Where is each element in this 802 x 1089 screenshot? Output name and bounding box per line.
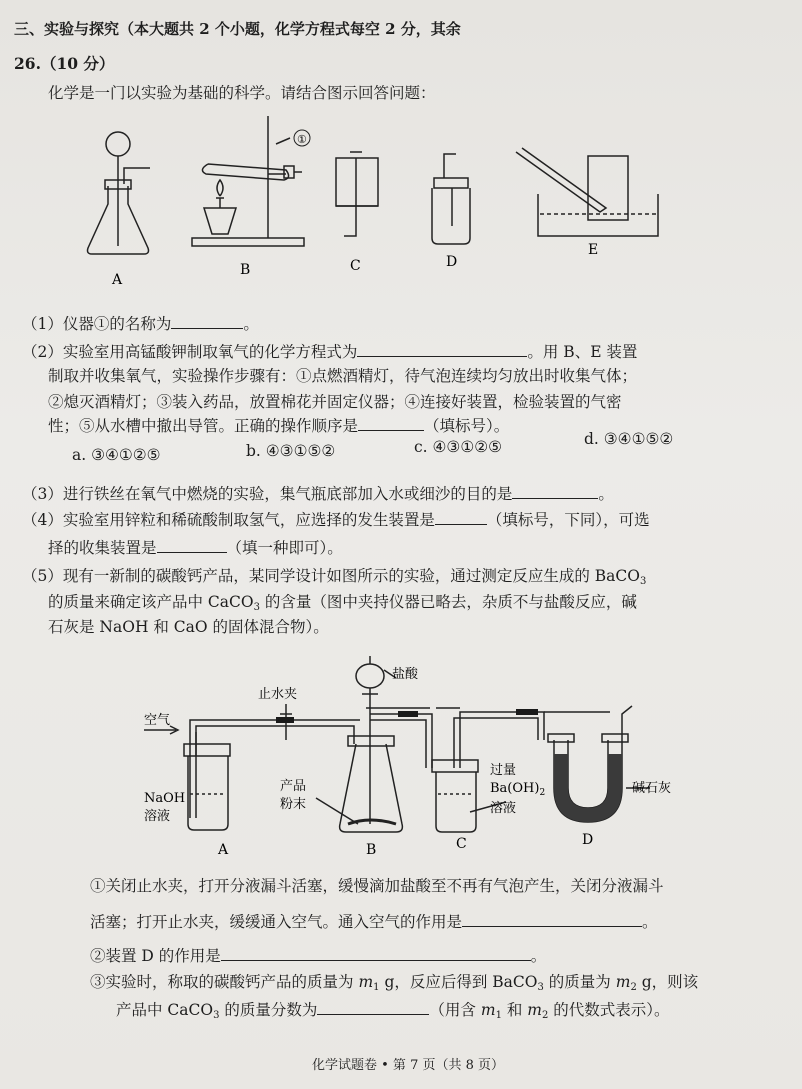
sub-question-1-line-2: 活塞；打开止水夹，缓缓通入空气。通入空气的作用是 。 — [90, 913, 658, 931]
sub-question-3-line-2: 产品中 CaCO$_3$ 的质量分数为 （用含 $m_1$ 和 $m_2$ 的代数式表示）。 — [116, 1001, 670, 1021]
label-a: A — [112, 272, 123, 288]
question-2-line-3: ②熄灭酒精灯；③装入药品，放置棉花并固定仪器；④连接好装置，检验装置的气密 — [48, 393, 622, 411]
option-a: a. ③④①②⑤ — [72, 446, 161, 464]
apparatus-a — [88, 132, 151, 254]
label-baoh-2: $Ba(OH)_2$ — [490, 781, 546, 798]
label-a2: A — [218, 842, 229, 858]
question-5-line-3: 石灰是 NaOH 和 CaO 的固体混合物）。 — [48, 618, 329, 636]
label-b: B — [240, 262, 251, 278]
label-product-2: 粉末 — [280, 797, 307, 812]
label-product-1: 产品 — [280, 779, 307, 794]
bottle-a — [184, 732, 230, 830]
label-e: E — [588, 242, 599, 258]
option-d: d. ③④①⑤② — [584, 430, 674, 448]
question-2-line-1: （2）实验室用高锰酸钾制取氧气的化学方程式为 。用 B、E 装置 — [22, 343, 638, 361]
option-c: c. ④③①②⑤ — [414, 438, 503, 456]
soda-lime-fill — [554, 754, 622, 822]
apparatus-b — [192, 116, 304, 246]
apparatus-figure-1 — [80, 108, 660, 288]
label-c: C — [350, 258, 361, 274]
label-baoh-3: 溶液 — [490, 801, 517, 816]
label-d: D — [446, 254, 458, 270]
apparatus-c — [336, 152, 378, 236]
label-naoh-2: 溶液 — [144, 809, 171, 824]
apparatus-e — [516, 148, 658, 236]
flask-b — [340, 656, 403, 832]
question-2-line-4: 性；⑤从水槽中撤出导管。正确的操作顺序是 （填标号）。 — [48, 417, 510, 435]
label-naoh-1: NaOH — [144, 791, 186, 806]
label-soda-lime: 碱石灰 — [632, 781, 672, 796]
section-title: 三、实验与探究（本大题共 2 个小题，化学方程式每空 2 分，其余 — [14, 20, 461, 38]
label-acid: 盐酸 — [392, 667, 419, 682]
label-b2: B — [366, 842, 377, 858]
page-footer: 化学试题卷 • 第 7 页（共 8 页） — [312, 1058, 505, 1073]
question-3: （3）进行铁丝在氧气中燃烧的实验，集气瓶底部加入水或细沙的目的是 。 — [22, 485, 614, 503]
sub-question-2: ②装置 D 的作用是 。 — [90, 947, 547, 965]
problem-intro: 化学是一门以实验为基础的科学。请结合图示回答问题： — [48, 84, 436, 102]
problem-number: 26.（10 分） — [14, 54, 115, 73]
label-clamp: 止水夹 — [258, 687, 298, 702]
bottle-c — [432, 760, 478, 832]
label-d2: D — [582, 832, 594, 848]
question-4-line-2: 择的收集装置是 （填一种即可）。 — [48, 539, 343, 557]
label-air: 空气 — [144, 713, 171, 728]
sub-question-1-line-1: ①关闭止水夹，打开分液漏斗活塞，缓慢滴加盐酸至不再有气泡产生，关闭分液漏斗 — [90, 877, 664, 895]
apparatus-figure-2 — [130, 648, 672, 858]
label-c2: C — [456, 836, 467, 852]
question-4-line-1: （4）实验室用锌粒和稀硫酸制取氢气，应选择的发生装置是 （填标号，下同），可选 — [22, 511, 650, 529]
question-5-line-2: 的质量来确定该产品中 CaCO$_3$ 的含量（图中夹持仪器已略去，杂质不与盐酸反应，碱 — [48, 593, 637, 613]
sub-question-3-line-1: ③实验时，称取的碳酸钙产品的质量为 $m_1$ g，反应后得到 BaCO$_3$ 的质量为 $m_2$ g，则该 — [90, 973, 699, 993]
question-5-line-1: （5）现有一新制的碳酸钙产品，某同学设计如图所示的实验，通过测定反应生成的 BaCO$_3$ — [22, 567, 647, 587]
question-2-line-2: 制取并收集氧气，实验操作步骤有：①点燃酒精灯，待气泡连续均匀放出时收集气体； — [48, 367, 638, 385]
apparatus-d — [432, 154, 470, 244]
question-1: （1）仪器①的名称为 。 — [22, 315, 259, 333]
label-baoh-1: 过量 — [490, 763, 517, 778]
marker-1: ① — [297, 133, 307, 146]
option-b: b. ④③①⑤② — [246, 442, 336, 460]
